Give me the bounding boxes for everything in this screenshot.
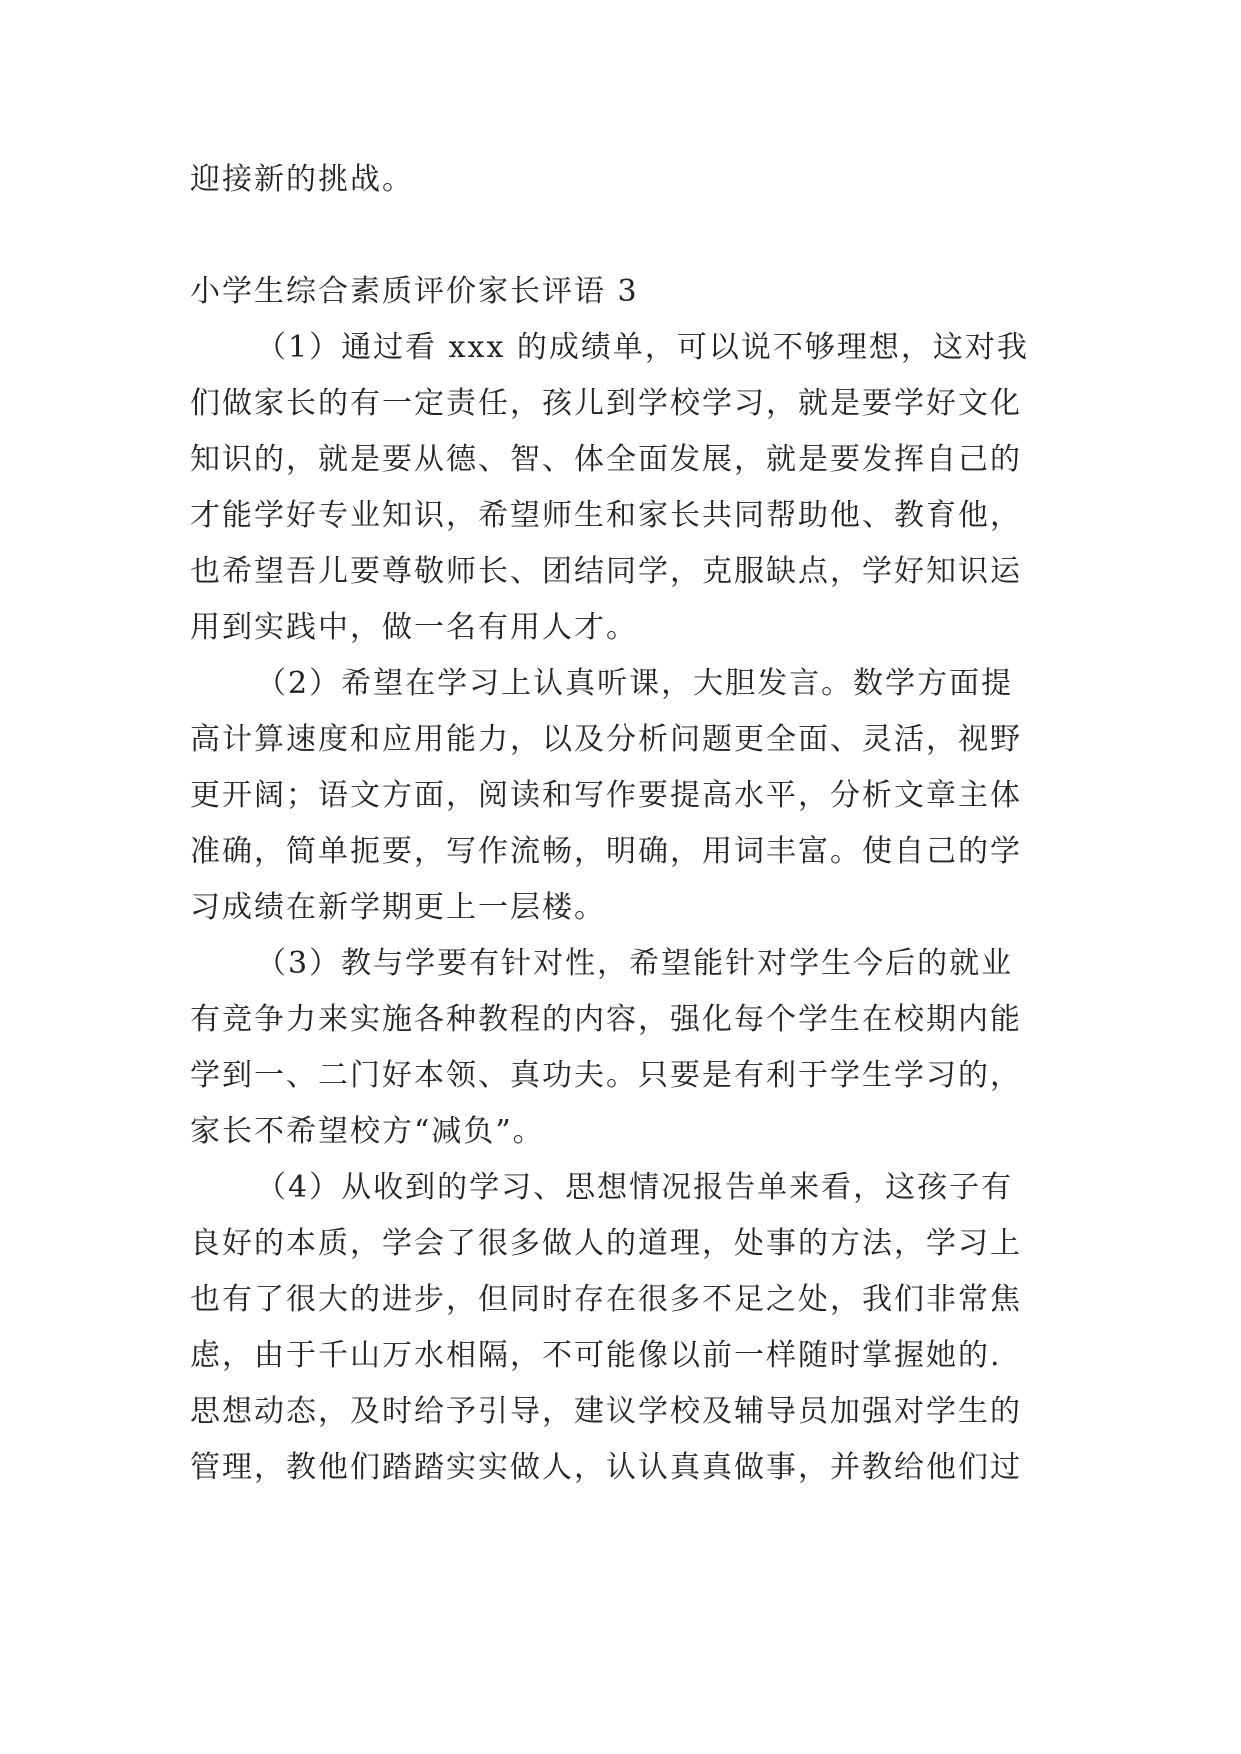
- paragraph-line: 家长不希望校方“减负”。: [190, 1114, 545, 1149]
- section-title: 小学生综合素质评价家长评语 3: [190, 274, 639, 309]
- paragraph-1: [190, 320, 1052, 656]
- paragraph-line: 也有了很大的进步，但同时存在很多不足之处，我们非常焦: [190, 1282, 1022, 1317]
- paragraph-4: [190, 1160, 1052, 1496]
- paragraph-line: （3）教与学要有针对性，希望能针对学生今后的就业: [256, 946, 1014, 981]
- paragraph-line: 也希望吾儿要尊敬师长、团结同学，克服缺点，学好知识运: [190, 554, 1022, 589]
- paragraph-line: 良好的本质，学会了很多做人的道理，处事的方法，学习上: [190, 1226, 1022, 1261]
- paragraph-line: 用到实践中，做一名有用人才。: [190, 610, 638, 645]
- paragraph-line: 知识的，就是要从德、智、体全面发展，就是要发挥自己的: [190, 442, 1022, 477]
- lead-line: 迎接新的挑战。: [190, 162, 414, 197]
- paragraph-line: 思想动态，及时给予引导，建议学校及辅导员加强对学生的: [190, 1394, 1022, 1429]
- paragraph-3: [190, 936, 1052, 1160]
- paragraph-line: 准确，简单扼要，写作流畅，明确，用词丰富。使自己的学: [190, 834, 1022, 869]
- paragraph-line: 习成绩在新学期更上一层楼。: [190, 890, 606, 925]
- document-body: [190, 152, 1052, 1496]
- paragraph-line: 有竞争力来实施各种教程的内容，强化每个学生在校期内能: [190, 1002, 1022, 1037]
- paragraph-2: [190, 656, 1052, 936]
- paragraph-line: （2）希望在学习上认真听课，大胆发言。数学方面提: [256, 666, 1014, 701]
- paragraph-line: 高计算速度和应用能力，以及分析问题更全面、灵活，视野: [190, 722, 1022, 757]
- paragraph-line: 虑，由于千山万水相隔，不可能像以前一样随时掌握她的.: [190, 1338, 1002, 1373]
- paragraph-line: （1）通过看 xxx 的成绩单，可以说不够理想，这对我: [256, 330, 1029, 365]
- paragraph-line: （4）从收到的学习、思想情况报告单来看，这孩子有: [256, 1170, 1014, 1205]
- paragraph-line: 才能学好专业知识，希望师生和家长共同帮助他、教育他，: [190, 498, 1022, 533]
- blank-line: [190, 208, 1052, 264]
- paragraph-line: 学到一、二门好本领、真功夫。只要是有利于学生学习的，: [190, 1058, 1022, 1093]
- paragraph-line: 管理，教他们踏踏实实做人，认认真真做事，并教给他们过: [190, 1450, 1022, 1485]
- paragraph-line: 们做家长的有一定责任，孩儿到学校学习，就是要学好文化: [190, 386, 1022, 421]
- paragraph-line: 更开阔；语文方面，阅读和写作要提高水平，分析文章主体: [190, 778, 1022, 813]
